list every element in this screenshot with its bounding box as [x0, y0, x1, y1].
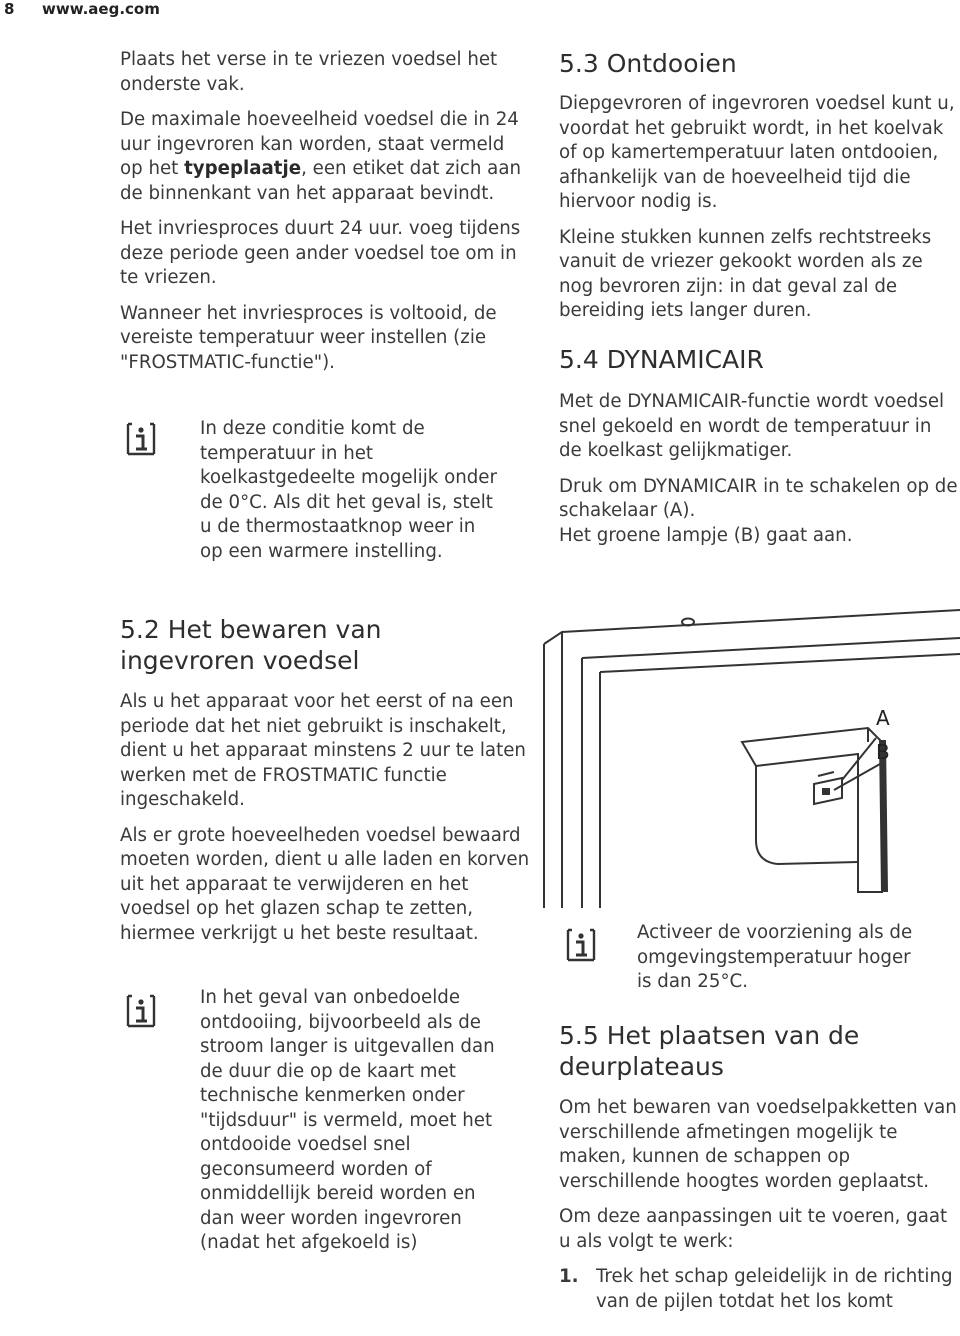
info-icon [566, 926, 596, 962]
info-note: In deze conditie komt de temperatuur in het koelkastgedeelte mogelijk onder de 0°C. Als dit het geval is, stelt u de thermostaatknop weer in op een warmere instelling. [200, 418, 497, 562]
section-heading-5-4: 5.4 DYNAMICAIR [559, 345, 764, 374]
info-icon [126, 420, 156, 456]
paragraph: Om deze aanpassingen uit te voeren, gaat u als volgt te werk: [559, 1206, 948, 1252]
steps-list [559, 1265, 959, 1314]
info-note: Activeer de voorziening als de omgevingstemperatuur hoger is dan 25°C. [637, 922, 913, 992]
paragraph: Met de DYNAMICAIR-functie wordt voedsel snel gekoeld en wordt de temperatuur in de koelkast gelijkmatiger. [559, 391, 945, 461]
section-5-5-body [559, 1096, 959, 1314]
step-number: 1. [559, 1266, 579, 1287]
left-column [120, 48, 530, 386]
info-note: In het geval van onbedoelde ontdooiing, bijvoorbeeld als de stroom langer is uitgevallen dan de duur die op de kaart met technische kenmerken onder "tijdsduur" is vermeld, moet het ontdooide voedsel snel geconsumeerd worden of onmiddellijk bereid worden en dan weer worden ingevroren (nadat het afgekoeld is) [200, 987, 495, 1253]
paragraph: Diepgevroren of ingevroren voedsel kunt u, voordat het gebruikt wordt, in het koelvak of op kamertemperatuur laten ontdooien, afhankelijk van de hoeveelheid tijd die hiervoor nodig is. [559, 93, 955, 212]
step-text: Trek het schap geleidelijk in de richting van de pijlen totdat het los komt [596, 1266, 953, 1312]
paragraph: Om het bewaren van voedselpakketten van verschillende afmetingen mogelijk te maken, kunnen de schappen op verschillende hoogtes worden geplaatst. [559, 1097, 957, 1192]
list-item [559, 1265, 959, 1314]
section-5-2-body [120, 690, 530, 957]
section-5-3-body [559, 92, 959, 335]
paragraph: Kleine stukken kunnen zelfs rechtstreeks vanuit de vriezer gekookt worden als ze nog bevroren zijn: in dat geval zal de bereiding iets langer duren. [559, 226, 932, 321]
paragraph: Het invriesproces duurt 24 uur. voeg tijdens deze periode geen ander voedsel toe om in te vriezen. [120, 218, 521, 288]
section-5-4-body [559, 390, 959, 548]
page-header [0, 0, 960, 22]
section-heading-5-5: 5.5 Het plaatsen van de deurplateaus [559, 1021, 860, 1081]
label-b: B [876, 740, 890, 764]
info-icon [126, 992, 156, 1028]
dynamicair-figure [542, 592, 960, 910]
label-a: A [876, 706, 890, 730]
paragraph: Als er grote hoeveelheden voedsel bewaard moeten worden, dient u alle laden en korven uit het apparaat te verwijderen en het voedsel op het glazen schap te zetten, hiermee verkrijgt u het beste resultaat. [120, 824, 530, 944]
paragraph: Wanneer het invriesproces is voltooid, de vereiste temperatuur weer instellen (zie "FROSTMATIC-functie"). [120, 302, 497, 373]
paragraph: Als u het apparaat voor het eerst of na een periode dat het niet gebruikt is inschakelt, dient u het apparaat minstens 2 uur te laten werken met de FROSTMATIC functie ingeschakeld. [120, 691, 526, 810]
website-link[interactable]: www.aeg.com [42, 0, 160, 18]
paragraph: De maximale hoeveelheid voedsel die in 24 uur ingevroren kan worden, staat vermeld op het typeplaatje, een etiket dat zich aan de binnenkant van het apparaat bevindt. [120, 109, 521, 204]
paragraph: Druk om DYNAMICAIR in te schakelen op de schakelaar (A). Het groene lampje (B) gaat aan. [559, 475, 958, 546]
page-number: 8 [4, 0, 15, 18]
section-heading-5-3: 5.3 Ontdooien [559, 49, 737, 78]
section-heading-5-2: 5.2 Het bewaren van ingevroren voedsel [120, 615, 382, 675]
paragraph: Plaats het verse in te vriezen voedsel het onderste vak. [120, 49, 498, 95]
